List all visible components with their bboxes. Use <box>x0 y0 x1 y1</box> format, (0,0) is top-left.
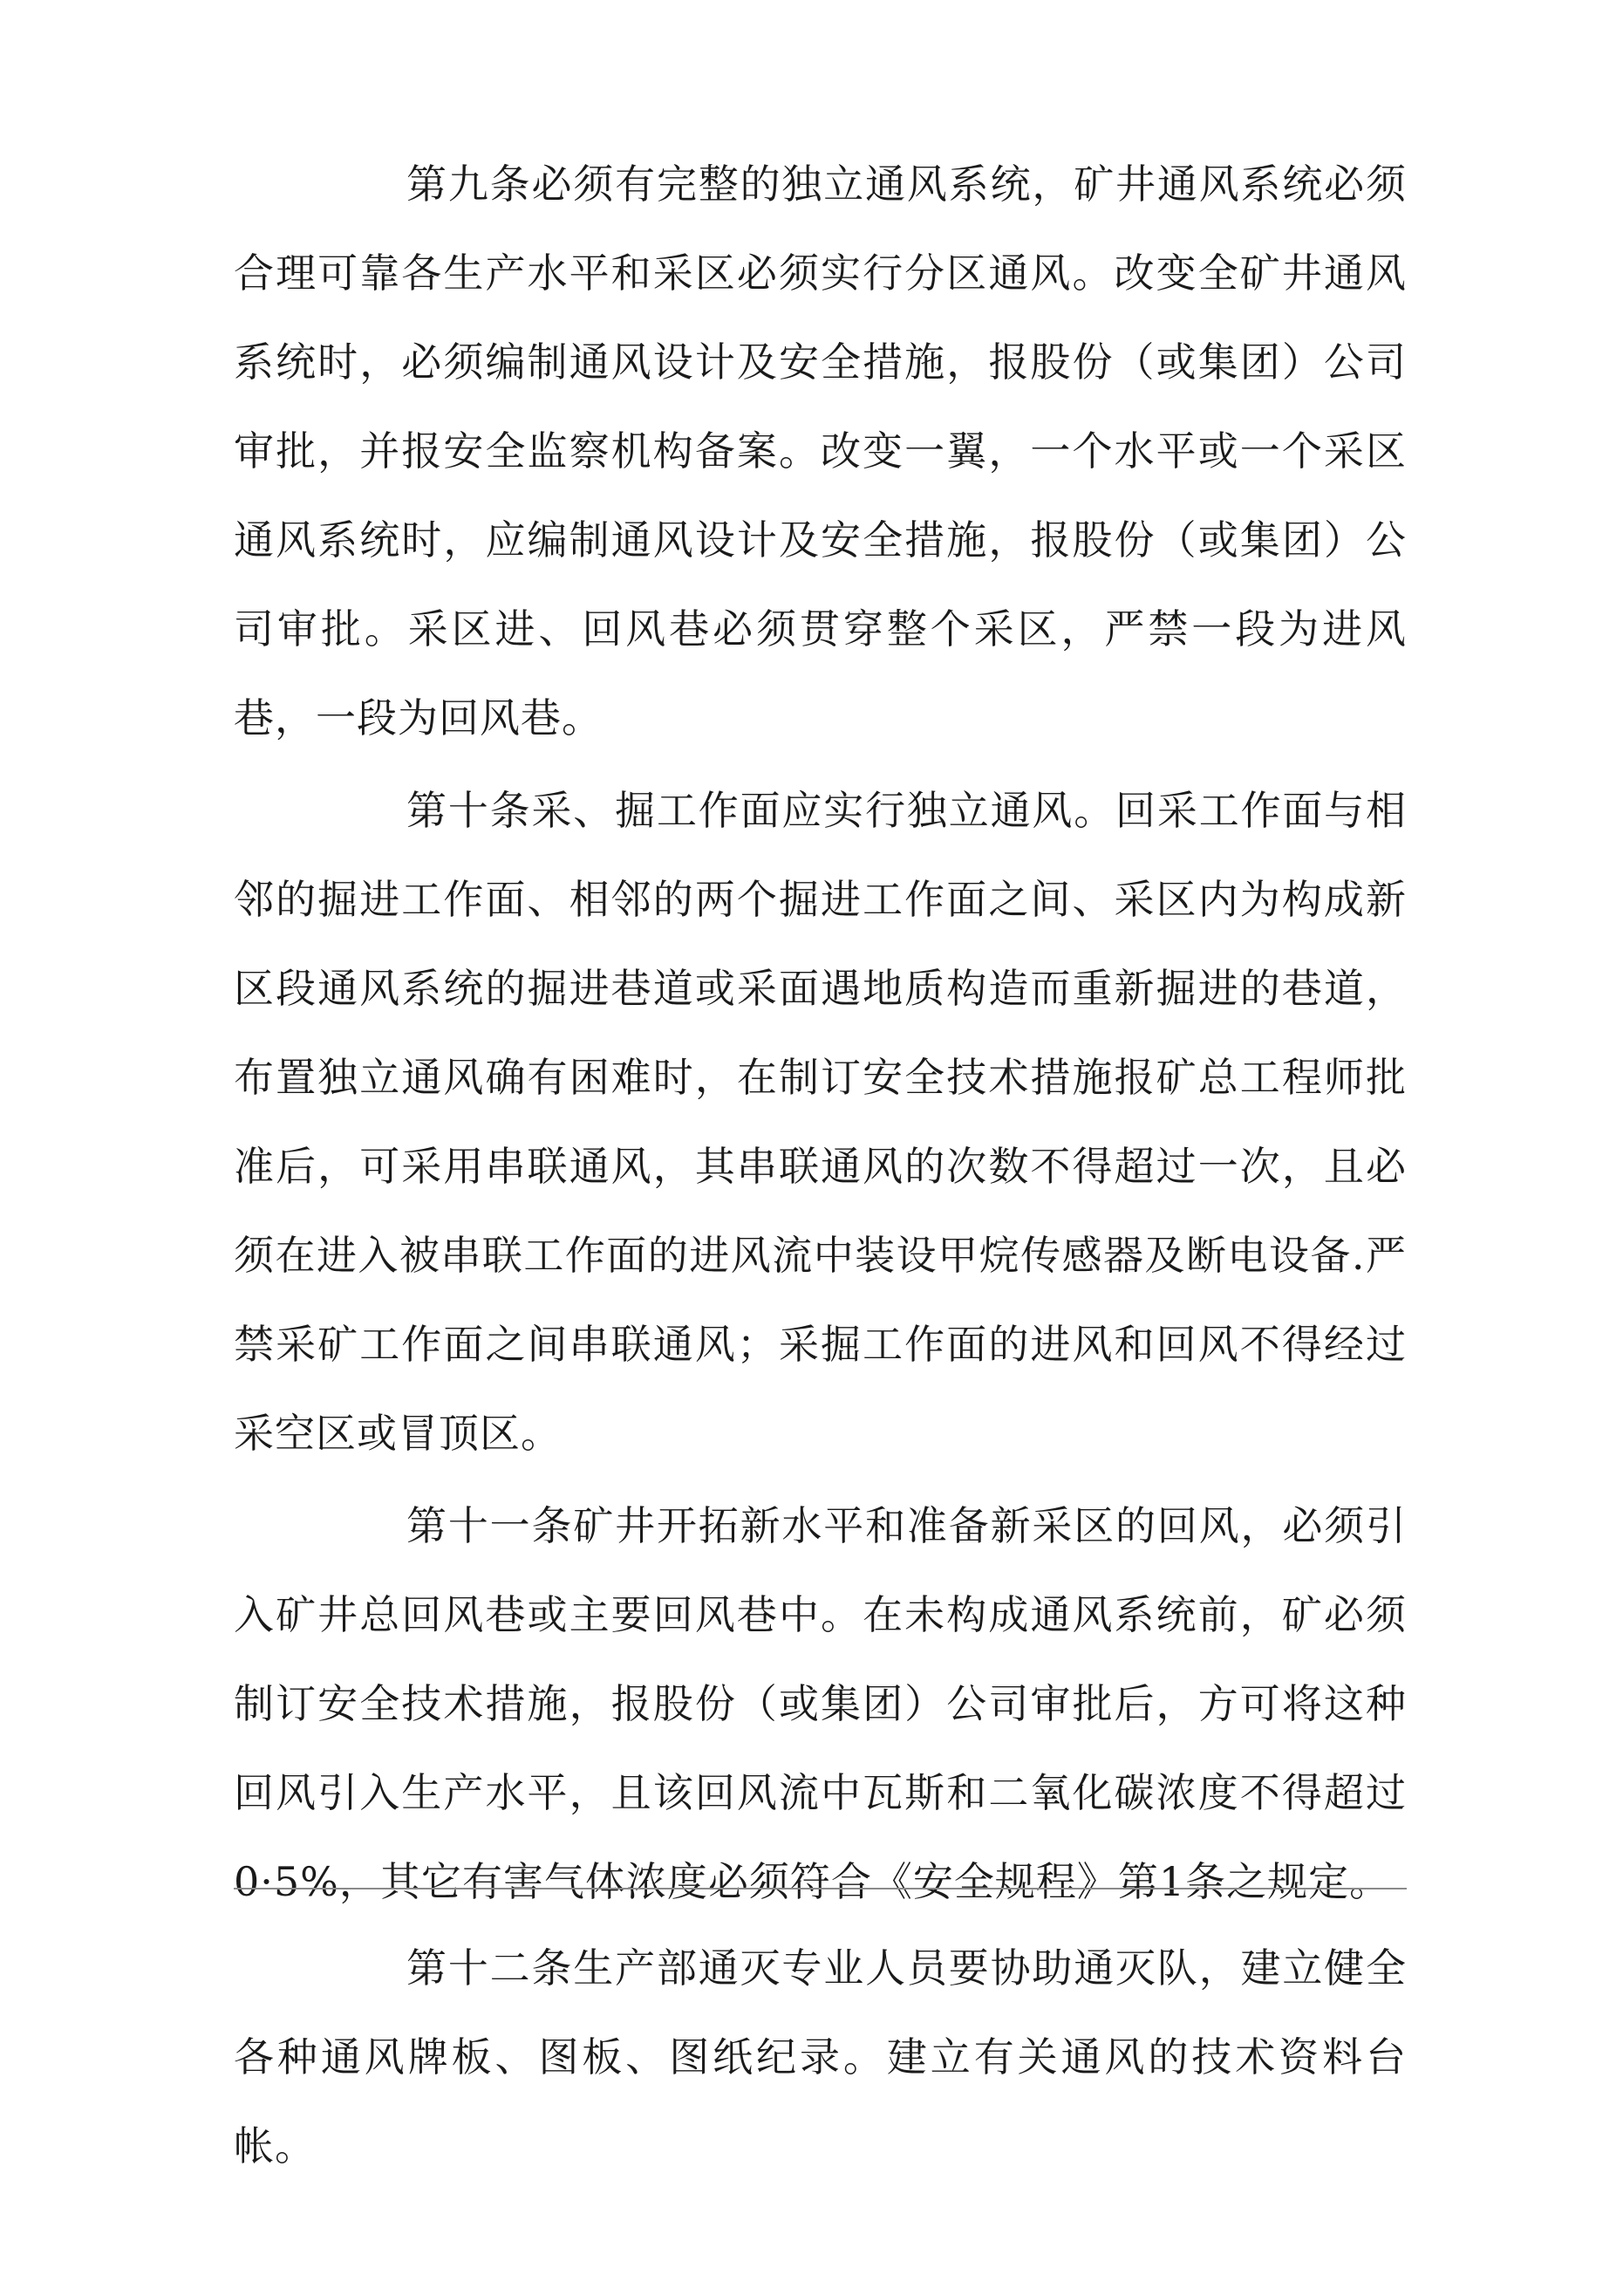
page-divider <box>234 1888 1407 1889</box>
article-section-top <box>234 140 1407 1926</box>
article-9-paragraph: 第九条必须有完整的独立通风系统，矿井通风系统必须合理可靠各生产水平和采区必须实行分区通风。改变全矿井通风系统时，必须编制通风设计及安全措施，报股份（或集团）公司审批，并报安全监察机构备案。改变一翼，一个水平或一个采区通风系统时，应编制通风设计及安全措施，报股份（或集团）公司审批。采区进、回风巷必须贯穿整个采区，严禁一段为进风巷，一段为回风巷。 <box>234 161 1407 741</box>
article-10-paragraph: 第十条采、掘工作面应实行独立通风。回采工作面与相邻的掘进工作面、相邻的两个掘进工作面之间、采区内为构成新区段通风系统的掘进巷道或采面遇地质构造而重新掘进的巷道，布置独立通风确有困难时，在制订安全技术措施报矿总工程师批准后，可采用串联通风，其串联通风的次数不得超过一次，且必须在进入被串联工作面的进风流中装设甲烷传感器及断电设备.严禁采矿工作面之间串联通风；采掘工作面的进风和回风不得经过采空区或冒顶区。 <box>234 787 1407 1457</box>
article-12-paragraph: 第十二条生产部通灭专业人员要协助通灭队，建立健全各种通风牌板、图板、图纸纪录。建立有关通风的技术资料台帐。 <box>234 1944 1407 2170</box>
article-section-bottom <box>234 1924 1407 2190</box>
article-11-paragraph: 第十一条矿井开拓新水平和准备新采区的回风，必须引入矿井总回风巷或主要回风巷中。在未构成通风系统前，矿必须制订安全技术措施，报股份（或集团）公司审批后，方可将这种回风引入生产水平，且该回风流中瓦斯和二氧化碳浓度不得超过0·5%，其它有害气体浓度必须符合《安全规程》第1条之规定。 <box>234 1502 1407 1905</box>
